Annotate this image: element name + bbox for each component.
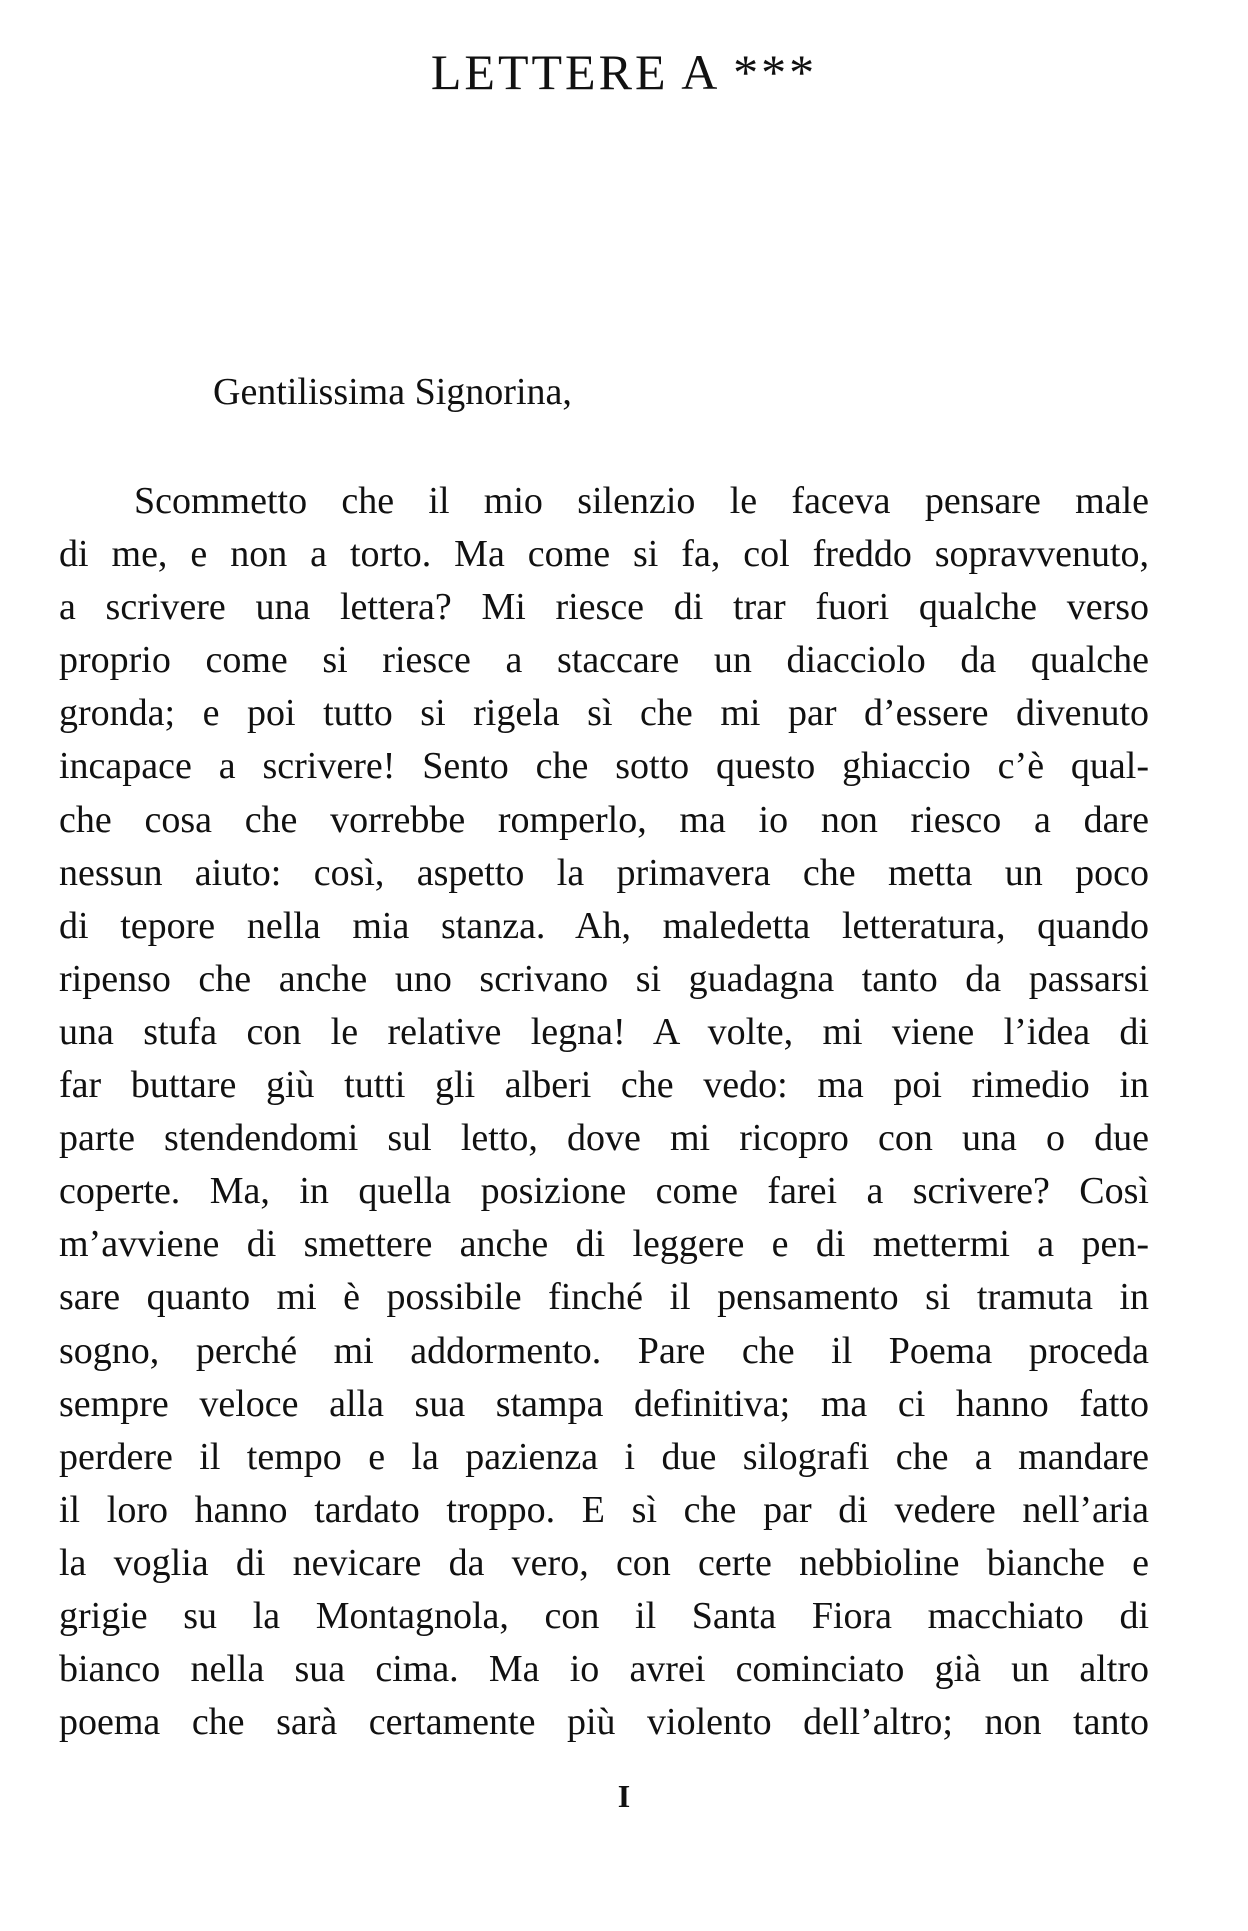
text-line: incapace a scrivere! Sento che sotto questo ghiaccio c’è qual- xyxy=(59,745,1149,788)
text-line: sare quanto mi è possibile finché il pensamento si tramuta in xyxy=(59,1276,1149,1319)
text-line: di tepore nella mia stanza. Ah, maledetta letteratura, quando xyxy=(59,904,1149,947)
text-line: coperte. Ma, in quella posizione come farei a scrivere? Così xyxy=(59,1170,1149,1213)
text-line: sogno, perché mi addormento. Pare che il Poema proceda xyxy=(59,1329,1149,1372)
text-line: sempre veloce alla sua stampa definitiva; ma ci hanno fatto xyxy=(59,1382,1149,1425)
text-line: bianco nella sua cima. Ma io avrei cominciato già un altro xyxy=(59,1648,1149,1691)
text-line: far buttare giù tutti gli alberi che vedo: ma poi rimedio in xyxy=(59,1064,1149,1107)
text-line: di me, e non a torto. Ma come si fa, col freddo sopravvenuto, xyxy=(59,533,1149,576)
text-line: Scommetto che il mio silenzio le faceva pensare male xyxy=(134,480,1149,522)
text-line: il loro hanno tardato troppo. E sì che par di vedere nell’aria xyxy=(59,1488,1149,1531)
chapter-title: LETTERE A *** xyxy=(430,44,818,100)
text-line: m’avviene di smettere anche di leggere e di mettermi a pen- xyxy=(59,1223,1149,1266)
text-line: una stufa con le relative legna! A volte, mi viene l’idea di xyxy=(59,1010,1149,1053)
text-line: a scrivere una lettera? Mi riesce di trar fuori qualche verso xyxy=(59,586,1149,629)
text-line: la voglia di nevicare da vero, con certe nebbioline bianche e xyxy=(59,1541,1149,1584)
letter-body xyxy=(59,475,1149,1749)
text-line: grigie su la Montagnola, con il Santa Fiora macchiato di xyxy=(59,1594,1149,1637)
text-line: nessun aiuto: così, aspetto la primavera che metta un poco xyxy=(59,851,1149,894)
text-line: ripenso che anche uno scrivano si guadagna tanto da passarsi xyxy=(59,957,1149,1000)
text-line: che cosa che vorrebbe romperlo, ma io non riesco a dare xyxy=(59,798,1149,841)
text-line: parte stendendomi sul letto, dove mi ricopro con una o due xyxy=(59,1117,1149,1160)
text-line: gronda; e poi tutto si rigela sì che mi par d’essere divenuto xyxy=(59,692,1149,735)
page-number: I xyxy=(617,1778,631,1814)
letter-salutation: Gentilissima Signorina, xyxy=(213,371,572,413)
text-line: perdere il tempo e la pazienza i due silografi che a mandare xyxy=(59,1435,1149,1478)
text-line: poema che sarà certamente più violento dell’altro; non tanto xyxy=(59,1701,1149,1744)
text-line: proprio come si riesce a staccare un diacciolo da qualche xyxy=(59,639,1149,682)
